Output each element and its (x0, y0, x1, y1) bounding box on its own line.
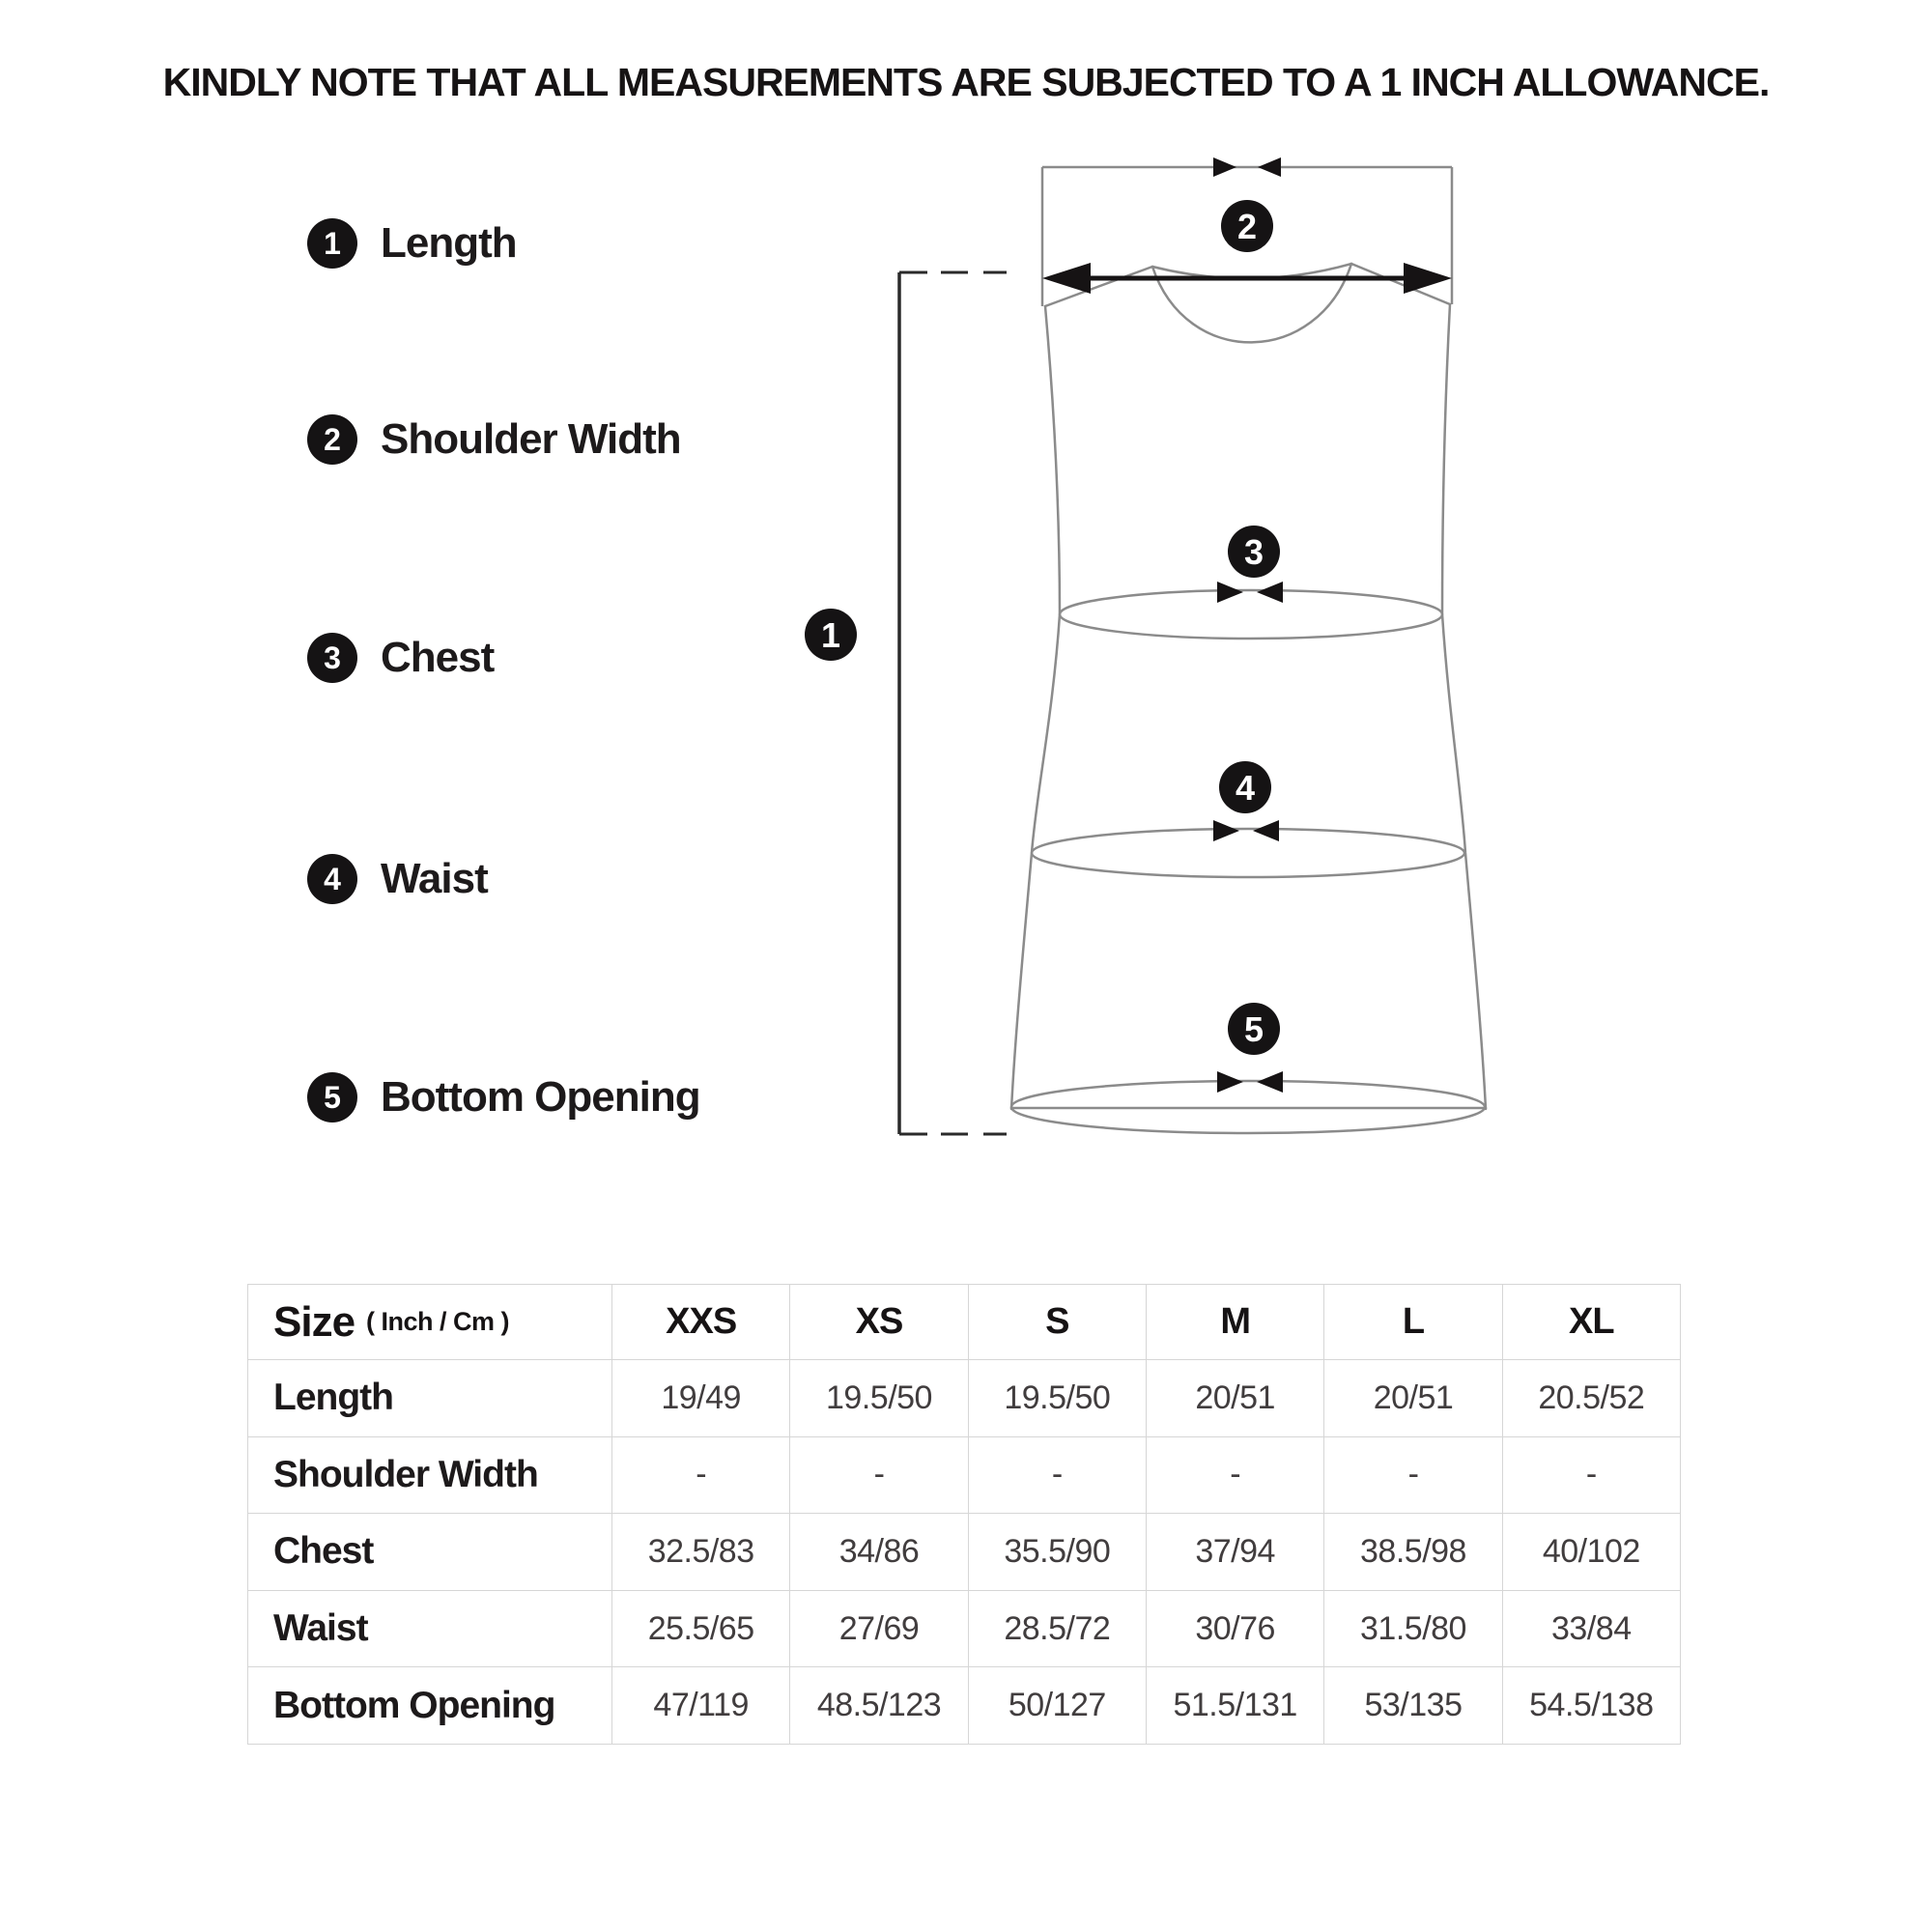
chest-converge-arrows-icon (1217, 582, 1283, 603)
table-cell: 20/51 (1324, 1360, 1502, 1437)
table-cell: 35.5/90 (969, 1514, 1147, 1591)
table-cell: 47/119 (612, 1667, 790, 1745)
column-header-xs: XS (790, 1285, 968, 1360)
front-neckline (1152, 264, 1351, 342)
table-cell: 20/51 (1147, 1360, 1324, 1437)
table-cell: 27/69 (790, 1591, 968, 1668)
unit-label: ( Inch / Cm ) (366, 1307, 510, 1336)
row-label-bottom-opening: Bottom Opening (248, 1667, 612, 1745)
table-cell: 33/84 (1503, 1591, 1681, 1668)
legend-number-badge: 2 (307, 414, 357, 465)
size-label: Size (273, 1297, 355, 1346)
table-cell: 19.5/50 (969, 1360, 1147, 1437)
svg-text:4: 4 (1235, 768, 1256, 808)
legend-number-badge: 3 (307, 633, 357, 683)
marker-2-shoulder-width (1221, 200, 1273, 252)
left-side-seam (1011, 306, 1060, 1109)
legend-number-badge: 5 (307, 1072, 357, 1122)
table-cell: 50/127 (969, 1667, 1147, 1745)
table-cell: - (1503, 1437, 1681, 1515)
size-header-cell (248, 1285, 612, 1360)
legend-number-badge: 1 (307, 218, 357, 269)
svg-text:3: 3 (1243, 532, 1264, 572)
right-side-seam (1442, 304, 1486, 1109)
marker-3-chest (1228, 526, 1280, 578)
length-dimension-line (899, 272, 1007, 1134)
table-cell: - (790, 1437, 968, 1515)
column-header-xl: XL (1503, 1285, 1681, 1360)
table-cell: 51.5/131 (1147, 1667, 1324, 1745)
table-cell: 40/102 (1503, 1514, 1681, 1591)
table-cell: 38.5/98 (1324, 1514, 1502, 1591)
column-header-m: M (1147, 1285, 1324, 1360)
table-cell: 32.5/83 (612, 1514, 790, 1591)
table-cell: 48.5/123 (790, 1667, 968, 1745)
svg-text:5: 5 (1243, 1009, 1264, 1049)
table-cell: - (1324, 1437, 1502, 1515)
column-header-xxs: XXS (612, 1285, 790, 1360)
column-header-l: L (1324, 1285, 1502, 1360)
table-cell: 28.5/72 (969, 1591, 1147, 1668)
chest-ellipse (1060, 590, 1442, 639)
table-cell: 30/76 (1147, 1591, 1324, 1668)
legend-label: Length (381, 219, 517, 267)
right-shoulder-line (1351, 264, 1450, 304)
marker-4-waist (1219, 761, 1271, 813)
waist-ellipse (1032, 829, 1464, 877)
column-header-s: S (969, 1285, 1147, 1360)
row-label-waist: Waist (248, 1591, 612, 1668)
table-cell: - (969, 1437, 1147, 1515)
legend-label: Bottom Opening (381, 1073, 700, 1121)
svg-text:1: 1 (820, 615, 841, 655)
size-table (247, 1284, 1681, 1745)
legend-label: Chest (381, 634, 495, 681)
table-cell: 19/49 (612, 1360, 790, 1437)
marker-5-bottom-opening (1228, 1003, 1280, 1055)
row-label-shoulder-width: Shoulder Width (248, 1437, 612, 1515)
table-cell: 34/86 (790, 1514, 968, 1591)
legend-label: Waist (381, 855, 488, 902)
allowance-note: KINDLY NOTE THAT ALL MEASUREMENTS ARE SUBJECTED TO A 1 INCH ALLOWANCE. (162, 60, 1770, 104)
row-label-length: Length (248, 1360, 612, 1437)
row-label-chest: Chest (248, 1514, 612, 1591)
dress-outline (1011, 264, 1486, 1133)
table-cell: 31.5/80 (1324, 1591, 1502, 1668)
shoulder-width-arrow (1042, 263, 1452, 294)
legend-label: Shoulder Width (381, 415, 681, 463)
svg-text:2: 2 (1236, 207, 1258, 246)
table-cell: 20.5/52 (1503, 1360, 1681, 1437)
table-cell: 54.5/138 (1503, 1667, 1681, 1745)
table-cell: 25.5/65 (612, 1591, 790, 1668)
marker-1-length (805, 609, 857, 661)
waist-converge-arrows-icon (1213, 820, 1279, 841)
table-cell: 19.5/50 (790, 1360, 968, 1437)
legend-number-badge: 4 (307, 854, 357, 904)
table-cell: - (612, 1437, 790, 1515)
table-cell: 37/94 (1147, 1514, 1324, 1591)
table-cell: 53/135 (1324, 1667, 1502, 1745)
table-cell: - (1147, 1437, 1324, 1515)
